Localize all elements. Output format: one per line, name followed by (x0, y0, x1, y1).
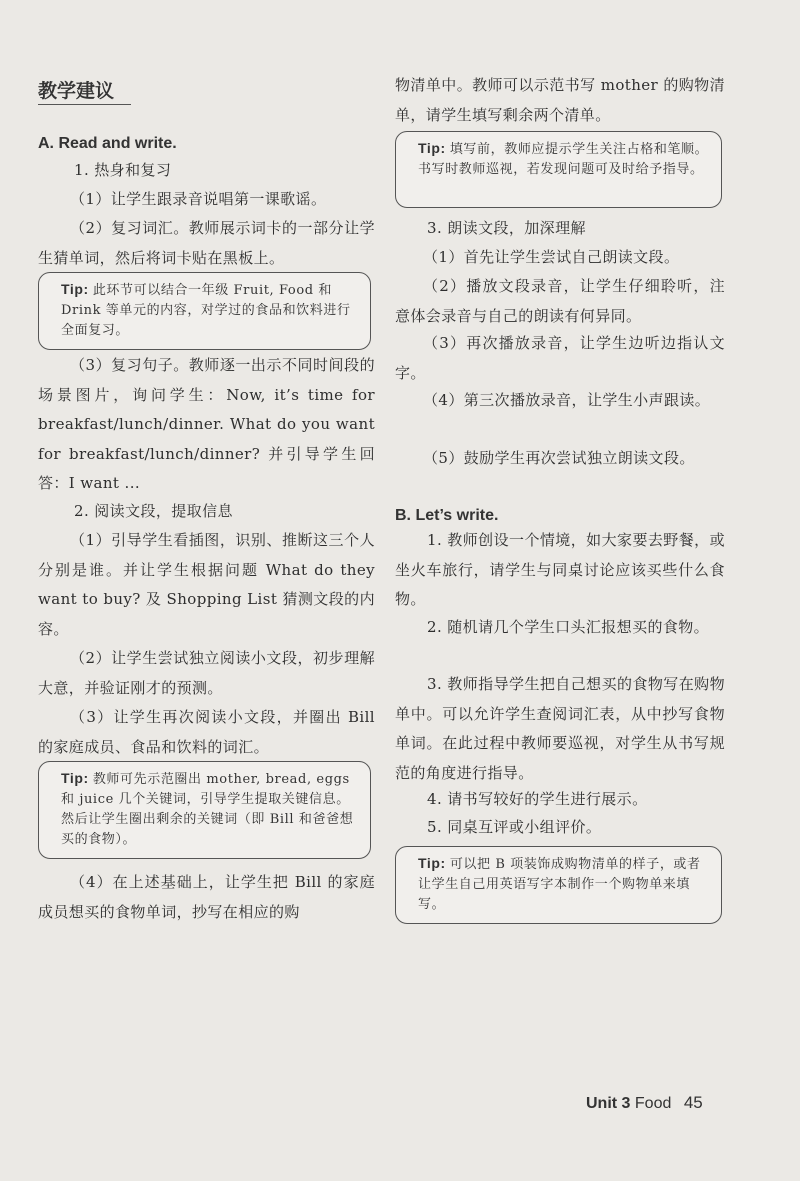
tip-box-3 (395, 131, 722, 208)
write-step-4: 4. 请书写较好的学生进行展示。 (427, 790, 648, 808)
reading-step-2: （2）让学生尝试独立阅读小文段，初步理解大意，并验证刚才的预测。 (38, 649, 375, 697)
page-footer (586, 1093, 703, 1113)
tip-box-1 (38, 272, 371, 350)
reading-step-1: （1）引导学生看插图，识别、推断这三个人分别是谁。并让学生根据问题 What do they want to buy? 及 Shopping List 猜测文段的内容。 (38, 531, 375, 638)
page-heading: 教学建议 (38, 80, 115, 102)
write-step-5: 5. 同桌互评或小组评价。 (427, 818, 602, 836)
read-aloud-step-3: （3）再次播放录音，让学生边听边指认文字。 (395, 334, 725, 382)
write-step-3: 3. 教师指导学生把自己想买的食物写在购物单中。可以允许学生查阅词汇表，从中抄写食物单词。在此过程中教师要巡视，对学生从书写规范的角度进行指导。 (395, 675, 725, 782)
warmup-step-3: （3）复习句子。教师逐一出示不同时间段的场景图片，询问学生：Now, it’s time for breakfast/lunch/dinner. What do you want for breakfast/lunch/dinner? 并引导学生回答：I want ... (38, 356, 375, 492)
read-aloud-step-2: （2）播放文段录音，让学生仔细聆听，注意体会录音与自己的朗读有何异同。 (395, 277, 725, 325)
tip-label: Tip: (418, 140, 446, 156)
warmup-heading: 1. 热身和复习 (74, 161, 172, 179)
section-a-title: A. Read and write. (38, 135, 177, 152)
reading-step-4: （4）在上述基础上，让学生把 Bill 的家庭成员想买的食物单词，抄写在相应的购 (38, 873, 375, 921)
read-aloud-step-1: （1）首先让学生尝试自己朗读文段。 (423, 248, 680, 266)
tip-text: 填写前，教师应提示学生关注占格和笔顺。书写时教师巡视，若发现问题可及时给予指导。 (418, 142, 709, 177)
tip-label: Tip: (418, 855, 446, 871)
tip-text: 可以把 B 项装饰成购物清单的样子，或者让学生自己用英语写字本制作一个购物单来填写。 (418, 857, 701, 912)
reading-step-4-cont: 物清单中。教师可以示范书写 mother 的购物清单，请学生填写剩余两个清单。 (395, 76, 725, 124)
footer-title: Food (634, 1095, 672, 1112)
section-b-title: B. Let’s write. (395, 507, 499, 524)
tip-text: 教师可先示范圈出 mother, bread, eggs 和 juice 几个关键词，引导学生提取关键信息。然后让学生圈出剩余的关键词（即 Bill 和爸爸想买的食物）。 (61, 772, 354, 847)
warmup-step-2: （2）复习词汇。教师展示词卡的一部分让学生猜单词，然后将词卡贴在黑板上。 (38, 219, 375, 267)
read-aloud-step-5: （5）鼓励学生再次尝试独立朗读文段。 (423, 449, 695, 467)
write-step-1: 1. 教师创设一个情境，如大家要去野餐，或坐火车旅行，请学生与同桌讨论应该买些什么食物。 (395, 531, 725, 608)
page-number: 45 (683, 1093, 703, 1112)
reading-heading: 2. 阅读文段，提取信息 (74, 502, 233, 520)
warmup-step-1: （1）让学生跟录音说唱第一课歌谣。 (70, 190, 327, 208)
reading-step-3: （3）让学生再次阅读小文段，并圈出 Bill 的家庭成员、食品和饮料的词汇。 (38, 708, 375, 756)
tip-label: Tip: (61, 281, 89, 297)
heading-underline (38, 104, 131, 105)
tip-box-4 (395, 846, 722, 924)
write-step-2: 2. 随机请几个学生口头汇报想买的食物。 (427, 618, 710, 636)
read-aloud-heading: 3. 朗读文段，加深理解 (427, 219, 586, 237)
read-aloud-step-4: （4）第三次播放录音，让学生小声跟读。 (423, 391, 711, 409)
footer-unit: Unit 3 (586, 1095, 631, 1112)
tip-label: Tip: (61, 770, 89, 786)
tip-text: 此环节可以结合一年级 Fruit, Food 和 Drink 等单元的内容，对学过的食品和饮料进行全面复习。 (61, 283, 351, 338)
tip-box-2 (38, 761, 371, 859)
